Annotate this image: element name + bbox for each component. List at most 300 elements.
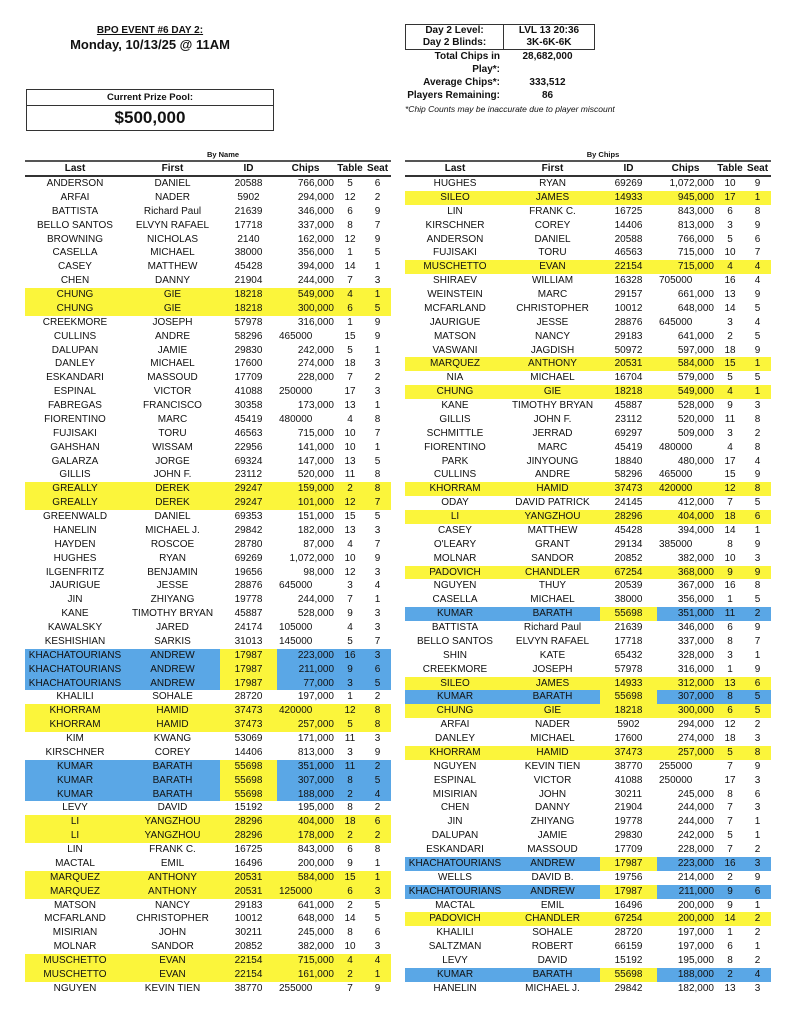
- cell-last: KHACHATOURIANS: [28, 663, 122, 675]
- player-row: [405, 246, 771, 260]
- cell-chips: 145000: [279, 635, 313, 647]
- player-row: [25, 677, 391, 691]
- cell-id: 69353: [234, 511, 263, 522]
- cell-last: GILLIS: [59, 469, 91, 481]
- player-row: [25, 330, 391, 344]
- cell-table: 18: [724, 511, 736, 522]
- player-row: [25, 718, 391, 732]
- cell-table: 3: [347, 677, 353, 689]
- cell-last: FUJISAKI: [433, 247, 477, 259]
- cell-first: DANIEL: [154, 511, 191, 522]
- cell-seat: 1: [374, 857, 381, 869]
- cell-table: 13: [724, 677, 736, 689]
- cell-table: 10: [724, 178, 736, 189]
- cell-table: 14: [724, 524, 736, 536]
- cell-table: 12: [344, 191, 356, 203]
- cell-id: 67254: [614, 913, 643, 925]
- cell-last: KHACHATOURIANS: [28, 649, 122, 661]
- cell-first: SANDOR: [151, 941, 194, 953]
- cell-first: ANDREW: [530, 885, 575, 897]
- cell-first: Richard Paul: [143, 205, 202, 217]
- cell-first: JAGDISH: [530, 344, 575, 356]
- cell-id: 28296: [614, 511, 643, 522]
- cell-first: FRANK C.: [529, 205, 576, 217]
- cell-chips: 182,000: [297, 524, 334, 536]
- cell-seat: 1: [754, 941, 761, 953]
- cell-first: JOSEPH: [152, 316, 193, 328]
- cell-table: 9: [347, 857, 353, 869]
- player-row: [405, 899, 771, 913]
- cell-last: LEVY: [62, 802, 88, 814]
- player-row: [405, 843, 771, 857]
- cell-id: 17709: [614, 844, 643, 855]
- cell-chips: 367,000: [677, 580, 714, 592]
- cell-seat: 6: [754, 677, 761, 689]
- cell-chips: 641,000: [297, 899, 334, 911]
- player-row: [405, 815, 771, 829]
- cell-id: 55698: [600, 968, 657, 982]
- cell-chips: 579,000: [677, 372, 714, 384]
- tournament-stats: [405, 24, 625, 114]
- cell-first: TIMOTHY BRYAN: [511, 400, 594, 411]
- cell-chips: 195,000: [677, 955, 714, 966]
- player-row: [405, 219, 771, 233]
- table-body: [25, 177, 391, 996]
- cell-seat: 5: [374, 677, 381, 689]
- cell-chips: 182,000: [677, 982, 714, 994]
- player-row: [405, 496, 771, 510]
- cell-table: 9: [727, 885, 733, 897]
- cell-chips: 394,000: [677, 524, 714, 536]
- cell-chips: 223,000: [297, 649, 334, 661]
- header-last: Last: [444, 163, 466, 174]
- player-row: [25, 413, 391, 427]
- cell-table: 11: [344, 469, 356, 481]
- cell-table: 6: [727, 205, 733, 217]
- cell-chips: 351,000: [297, 760, 334, 772]
- player-row: [25, 274, 391, 288]
- cell-table: 10: [724, 552, 736, 564]
- cell-seat: 1: [374, 261, 381, 273]
- cell-last: GILLIS: [439, 413, 471, 425]
- cell-id: 37473: [234, 705, 263, 717]
- cell-chips: 549,000: [297, 289, 334, 300]
- cell-id: 19656: [234, 566, 263, 578]
- cell-first: VICTOR: [153, 386, 192, 398]
- cell-first: JESSE: [156, 580, 189, 592]
- cell-table: 7: [727, 760, 733, 772]
- cell-id: 21904: [614, 802, 643, 814]
- player-row: [405, 385, 771, 399]
- cell-id: 20531: [234, 885, 263, 897]
- cell-last: KAWALSKY: [47, 622, 103, 633]
- cell-seat: 2: [374, 830, 381, 842]
- cell-first: ANTHONY: [148, 885, 197, 897]
- cell-id: 19778: [614, 816, 643, 828]
- cell-chips: 715,000: [297, 427, 334, 439]
- cell-first: JORGE: [155, 455, 190, 467]
- cell-chips: 480,000: [677, 455, 714, 467]
- cell-last: FIORENTINO: [44, 413, 106, 425]
- cell-chips: 197,000: [297, 691, 334, 703]
- cell-first: SANDOR: [531, 552, 574, 564]
- cell-last: HANELIN: [433, 982, 477, 994]
- cell-chips: 509,000: [677, 427, 714, 439]
- cell-seat: 5: [754, 330, 761, 342]
- cell-last: LI: [70, 830, 80, 842]
- cell-chips: 584,000: [297, 871, 334, 883]
- player-row: [405, 926, 771, 940]
- cell-chips: 244,000: [677, 816, 714, 828]
- player-row: [25, 774, 391, 788]
- cell-table: 9: [727, 400, 733, 411]
- cell-last: ANDERSON: [46, 178, 104, 189]
- chip-count-footnote: *Chip Counts may be inaccurate due to player miscount: [405, 104, 615, 114]
- cell-first: KEVIN TIEN: [144, 982, 201, 994]
- cell-seat: 1: [754, 191, 761, 203]
- cell-chips: 228,000: [297, 372, 334, 384]
- cell-first: JOHN: [538, 788, 567, 800]
- cell-seat: 9: [374, 982, 381, 994]
- cell-table: 15: [344, 511, 356, 522]
- cell-chips: 328,000: [677, 649, 714, 661]
- cell-seat: 4: [754, 275, 761, 287]
- cell-first: DANIEL: [154, 178, 191, 189]
- cell-first: CHRISTOPHER: [136, 913, 209, 925]
- cell-id: 16704: [614, 372, 643, 384]
- player-row: [405, 746, 771, 760]
- cell-first: ROBERT: [531, 941, 574, 953]
- cell-table: 1: [347, 691, 353, 703]
- cell-last: MARQUEZ: [50, 871, 100, 883]
- cell-table: 15: [724, 358, 736, 370]
- cell-id: 29183: [234, 899, 263, 911]
- cell-chips: 645000: [279, 580, 313, 592]
- level-box: [405, 24, 595, 50]
- cell-first: JOSEPH: [532, 663, 573, 675]
- players-remaining-value: 86: [541, 90, 554, 101]
- cell-id: 69324: [234, 455, 263, 467]
- player-row: [405, 302, 771, 316]
- cell-last: CASELLA: [52, 247, 98, 259]
- cell-first: DAVID B.: [531, 871, 574, 883]
- cell-table: 3: [347, 580, 353, 592]
- cell-first: JAMES: [535, 191, 570, 203]
- cell-chips: 368,000: [677, 566, 714, 578]
- cell-seat: 3: [754, 400, 761, 411]
- player-row: [25, 857, 391, 871]
- cell-table: 4: [347, 413, 353, 425]
- player-row: [405, 510, 771, 524]
- player-row: [25, 982, 391, 996]
- player-row: [25, 441, 391, 455]
- cell-last: DANLEY: [434, 733, 475, 744]
- cell-table: 2: [347, 788, 353, 800]
- cell-seat: 2: [754, 927, 761, 939]
- cell-id: 38770: [614, 760, 643, 772]
- header-table: Table: [337, 163, 363, 174]
- cell-seat: 3: [374, 275, 381, 287]
- cell-seat: 1: [374, 344, 381, 356]
- cell-first: CHANDLER: [524, 566, 580, 578]
- cell-last: CHUNG: [436, 705, 474, 717]
- average-chips-row: [405, 76, 625, 89]
- player-row: [405, 455, 771, 469]
- player-row: [405, 538, 771, 552]
- cell-chips: 597,000: [677, 344, 714, 356]
- level-value: LVL 13 20:36: [518, 25, 580, 36]
- blinds-value: 3K-6K-6K: [526, 37, 572, 48]
- cell-table: 4: [727, 261, 733, 273]
- cell-first: ANTHONY: [148, 871, 197, 883]
- cell-chips: 520,000: [677, 413, 714, 425]
- player-row: [25, 912, 391, 926]
- cell-last: MARQUEZ: [50, 885, 100, 897]
- cell-first: MARC: [537, 441, 568, 453]
- cell-id: 19756: [614, 871, 643, 883]
- cell-table: 13: [724, 289, 736, 300]
- cell-id: 55698: [600, 607, 657, 621]
- player-row: [405, 954, 771, 968]
- cell-id: 18218: [234, 302, 263, 314]
- cell-table: 10: [344, 441, 356, 453]
- player-row: [25, 843, 391, 857]
- table-caption: By Chips: [586, 150, 620, 159]
- cell-seat: 5: [754, 302, 761, 314]
- cell-seat: 9: [754, 538, 761, 550]
- player-row: [25, 357, 391, 371]
- cell-id: 18218: [614, 386, 643, 398]
- cell-seat: 2: [374, 760, 381, 772]
- cell-seat: 9: [754, 871, 761, 883]
- cell-table: 12: [344, 497, 356, 509]
- cell-table: 3: [727, 316, 733, 328]
- cell-id: 14933: [614, 677, 643, 689]
- cell-id: 46563: [234, 427, 263, 439]
- player-row: [405, 801, 771, 815]
- cell-seat: 1: [374, 594, 381, 606]
- cell-id: 21904: [234, 275, 263, 287]
- cell-seat: 3: [374, 386, 381, 398]
- cell-chips: 105000: [279, 622, 313, 633]
- cell-chips: 404,000: [677, 511, 714, 522]
- cell-chips: 1,072,000: [289, 552, 334, 564]
- cell-last: KHACHATOURIANS: [408, 885, 502, 897]
- cell-table: 17: [344, 386, 356, 398]
- cell-first: MICHAEL: [150, 247, 195, 259]
- cell-chips: 480000: [659, 441, 693, 453]
- cell-table: 2: [727, 330, 733, 342]
- cell-first: ANDREW: [150, 649, 195, 661]
- cell-last: JAURIGUE: [49, 580, 101, 592]
- cell-first: EVAN: [159, 955, 186, 966]
- cell-last: GALARZA: [51, 455, 99, 467]
- cell-first: GIE: [543, 386, 562, 398]
- cell-last: FABREGAS: [48, 400, 102, 411]
- cell-id: 17987: [600, 885, 657, 899]
- cell-seat: 1: [754, 649, 761, 661]
- cell-last: NGUYEN: [433, 760, 477, 772]
- cell-last: PADOVICH: [429, 566, 481, 578]
- cell-id: 66159: [614, 941, 643, 953]
- player-row: [405, 649, 771, 663]
- cell-chips: 197,000: [677, 927, 714, 939]
- cell-table: 9: [347, 608, 353, 620]
- cell-chips: 337,000: [677, 635, 714, 647]
- cell-id: 29830: [614, 830, 643, 842]
- cell-first: WILLIAM: [531, 275, 574, 287]
- cell-first: DANNY: [534, 802, 570, 814]
- cell-seat: 5: [374, 302, 381, 314]
- cell-first: ZHIYANG: [150, 594, 195, 606]
- cell-chips: 171,000: [297, 733, 334, 744]
- cell-first: ELVYN RAFAEL: [135, 219, 210, 231]
- cell-seat: 2: [374, 802, 381, 814]
- cell-first: EMIL: [540, 899, 565, 911]
- cell-first: NANCY: [534, 330, 570, 342]
- cell-id: 23112: [614, 413, 643, 425]
- player-row: [25, 302, 391, 316]
- cell-id: 22154: [234, 968, 263, 980]
- cell-first: FRANK C.: [149, 844, 196, 855]
- cell-table: 8: [727, 635, 733, 647]
- cell-first: BARATH: [532, 691, 573, 703]
- cell-first: ANDREW: [150, 663, 195, 675]
- player-row: [25, 704, 391, 718]
- cell-id: 28720: [614, 927, 643, 939]
- cell-last: NGUYEN: [433, 580, 477, 592]
- cell-last: CULLINS: [53, 330, 97, 342]
- cell-chips: 250000: [659, 774, 693, 786]
- cell-chips: 641,000: [677, 330, 714, 342]
- cell-last: JIN: [67, 594, 83, 606]
- player-row: [25, 621, 391, 635]
- cell-id: 24145: [614, 497, 643, 509]
- player-row: [405, 788, 771, 802]
- cell-first: BARATH: [532, 968, 573, 980]
- cell-seat: 1: [374, 400, 381, 411]
- header-seat: Seat: [366, 163, 389, 174]
- cell-last: O'LEARY: [433, 538, 477, 550]
- cell-id: 17987: [220, 677, 277, 691]
- cell-last: LI: [70, 816, 80, 828]
- cell-table: 5: [727, 830, 733, 842]
- cell-chips: 312,000: [677, 677, 714, 689]
- cell-chips: 385000: [659, 538, 693, 550]
- cell-id: 30358: [234, 400, 263, 411]
- cell-table: 6: [347, 885, 353, 897]
- player-row: [25, 482, 391, 496]
- cell-seat: 8: [374, 719, 381, 731]
- cell-seat: 3: [374, 358, 381, 370]
- cell-last: MCFARLAND: [424, 302, 486, 314]
- player-row: [25, 538, 391, 552]
- cell-first: MICHAEL: [530, 733, 575, 744]
- cell-seat: 9: [374, 205, 381, 217]
- cell-seat: 9: [754, 289, 761, 300]
- cell-id: 38000: [614, 594, 643, 606]
- player-row: [25, 760, 391, 774]
- player-row: [405, 427, 771, 441]
- cell-table: 1: [347, 316, 353, 328]
- cell-chips: 294,000: [677, 719, 714, 731]
- cell-chips: 188,000: [677, 968, 714, 980]
- player-row: [405, 468, 771, 482]
- cell-table: 18: [344, 358, 356, 370]
- cell-last: HUGHES: [433, 178, 477, 189]
- cell-seat: 9: [754, 469, 761, 481]
- cell-id: 28296: [234, 816, 263, 828]
- cell-last: FUJISAKI: [53, 427, 97, 439]
- cell-chips: 346,000: [677, 622, 714, 633]
- cell-chips: 351,000: [677, 608, 714, 620]
- player-row: [405, 371, 771, 385]
- cell-first: TORU: [538, 247, 567, 259]
- cell-first: ANDREW: [150, 677, 195, 689]
- cell-table: 7: [727, 497, 733, 509]
- cell-seat: 9: [374, 552, 381, 564]
- cell-id: 29830: [234, 344, 263, 356]
- cell-id: 17718: [614, 635, 643, 647]
- cell-id: 45887: [234, 608, 263, 620]
- cell-chips: 294,000: [297, 191, 334, 203]
- cell-chips: 200,000: [297, 857, 334, 869]
- cell-seat: 8: [374, 705, 381, 717]
- cell-id: 2140: [237, 233, 260, 245]
- cell-last: GAHSHAN: [50, 441, 100, 453]
- player-row: [405, 399, 771, 413]
- cell-id: 57978: [234, 316, 263, 328]
- player-row: [405, 233, 771, 247]
- player-row: [25, 593, 391, 607]
- cell-last: MCFARLAND: [44, 913, 106, 925]
- cell-id: 22956: [234, 441, 263, 453]
- cell-chips: 274,000: [297, 358, 334, 370]
- cell-last: HANELIN: [53, 524, 97, 536]
- cell-chips: 394,000: [297, 261, 334, 273]
- player-row: [25, 829, 391, 843]
- cell-table: 2: [347, 830, 353, 842]
- cell-chips: 307,000: [297, 774, 334, 786]
- player-row: [405, 718, 771, 732]
- player-row: [405, 690, 771, 704]
- cell-id: 5902: [617, 719, 640, 731]
- header-id: ID: [243, 163, 254, 174]
- cell-id: 45887: [614, 400, 643, 411]
- player-row: [405, 357, 771, 371]
- cell-chips: 843,000: [297, 844, 334, 855]
- cell-table: 4: [727, 386, 733, 398]
- cell-first: MARC: [157, 413, 188, 425]
- cell-first: EVAN: [159, 968, 186, 980]
- cell-table: 8: [347, 774, 353, 786]
- cell-table: 3: [347, 746, 353, 758]
- player-row: [405, 274, 771, 288]
- cell-table: 14: [344, 261, 356, 273]
- cell-first: KWANG: [153, 733, 192, 744]
- cell-first: ZHIYANG: [530, 816, 575, 828]
- cell-first: JOHN: [158, 927, 187, 939]
- cell-id: 28780: [234, 538, 263, 550]
- cell-first: BENJAMIN: [147, 566, 198, 578]
- cell-last: HAYDEN: [54, 538, 96, 550]
- player-row: [405, 552, 771, 566]
- cell-first: MASSOUD: [527, 844, 578, 855]
- cell-table: 6: [727, 705, 733, 717]
- cell-seat: 3: [754, 552, 761, 564]
- cell-last: SILEO: [440, 677, 470, 689]
- cell-last: ESKANDARI: [46, 372, 104, 384]
